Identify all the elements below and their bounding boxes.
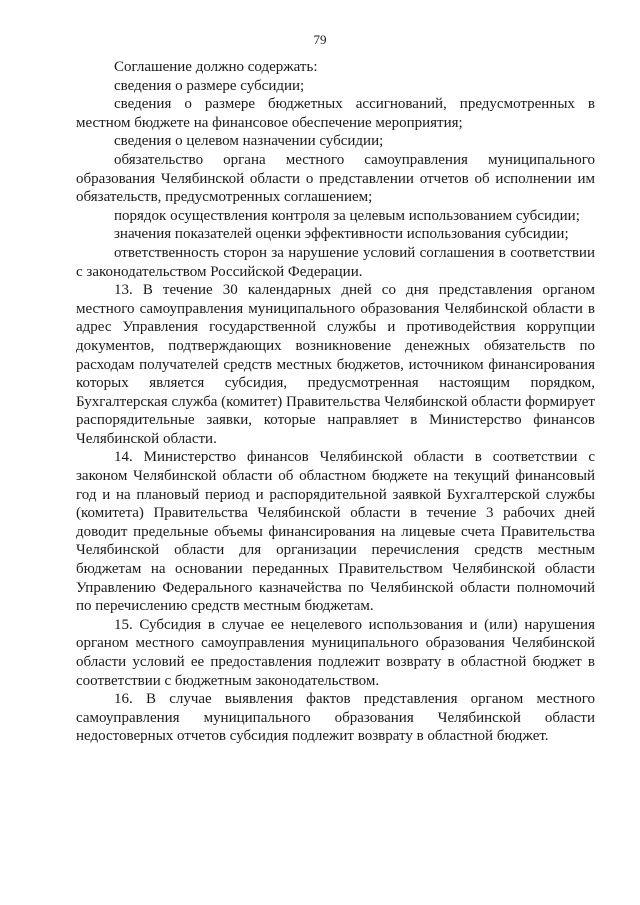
clause-15: 15. Субсидия в случае ее нецелевого использования и (или) нарушения органом местного самоуправления муниципального образования Челябинской области условий ее предоставления подлежит возврату в областной бюджет в соответствии с бюджетным законодательством. (76, 616, 595, 689)
page-number: 79 (313, 32, 327, 47)
agreement-item-budget-allocations: сведения о размере бюджетных ассигнований, предусмотренных в местном бюджете на финансовое обеспечение мероприятия; (76, 96, 595, 131)
clause-14: 14. Министерство финансов Челябинской области в соответствии с законом Челябинской области об областном бюджете на текущий финансовый год и на плановый период и распорядительной заявкой Бухгалтерской службы (комитета) Правительства Челябинской области в течение 3 рабочих дней доводит предельные объемы финансирования на лицевые счета Правительства Челябинской области для организации перечисления средств местным бюджетам на основании переданных Правительством Челябинской области Управлению Федерального казначейства по Челябинской области полномочий по перечислению средств местным бюджетам. (76, 449, 595, 615)
agreement-item-control-procedure: порядок осуществления контроля за целевым использованием субсидии; (114, 207, 580, 224)
clause-16: 16. В случае выявления фактов представления органом местного самоуправления муниципального образования Челябинской области недостоверных отчетов субсидия подлежит возврату в областной бюджет. (76, 691, 595, 745)
agreement-item-subsidy-size: сведения о размере субсидии; (114, 77, 305, 94)
clause-13: 13. В течение 30 календарных дней со дня представления органом местного самоуправления муниципального образования Челябинской области в адрес Управления государственной службы и противодействия коррупции документов, подтверждающих возникновение денежных обязательств по расходам получателей средств местных бюджетов, источником финансирования которых является субсидия, предусмотренная настоящим порядком, Бухгалтерская служба (комитет) Правительства Челябинской области формирует распорядительные заявки, которые направляет в Министерство финансов Челябинской области. (76, 282, 595, 447)
agreement-intro: Соглашение должно содержать: (114, 59, 318, 75)
document-body (76, 58, 595, 746)
agreement-item-efficiency-indicators: значения показателей оценки эффективности использования субсидии; (114, 226, 569, 243)
agreement-item-purpose: сведения о целевом назначении субсидии; (114, 133, 384, 150)
agreement-item-responsibility: ответственность сторон за нарушение условий соглашения в соответствии с законодательством Российской Федерации. (76, 244, 595, 280)
agreement-item-reporting-obligation: обязательство органа местного самоуправления муниципального образования Челябинской области о представлении отчетов об исполнении им обязательств, предусмотренных соглашением; (76, 151, 595, 206)
